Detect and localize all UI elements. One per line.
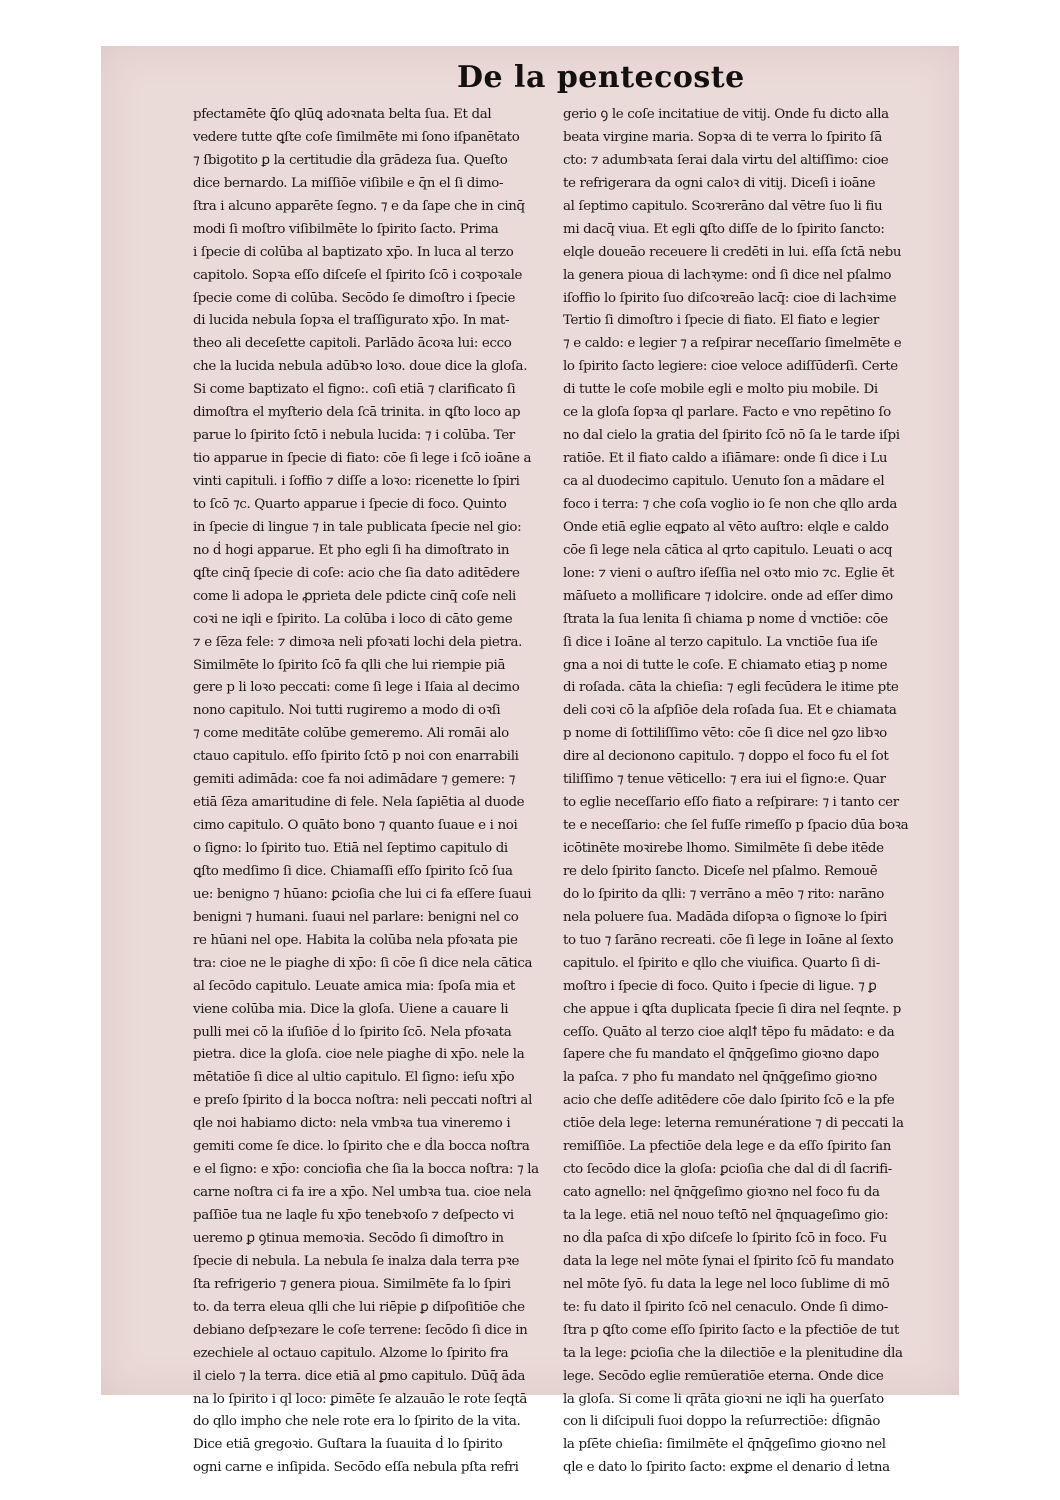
text-line: e el ſigno: e xp̄o: conciofia che ſia la bocca noſtra: ⁊ la bbox=[193, 1162, 539, 1178]
text-line: ctiōe dela lege: leterna remunératione ⁊ di peccati la bbox=[563, 1116, 904, 1132]
text-line: di roſada. cāta la chieſia: ⁊ egli fecūdera le itime pte bbox=[563, 680, 899, 696]
text-line: che appue i ꝗſta duplicata ſpecie ſi dira nel ſeqnte. p bbox=[563, 1001, 902, 1017]
text-line: Tertio ſi dimoſtro i ſpecie di fiato. El fiato e legier bbox=[563, 313, 879, 329]
text-line: ta la lege: ꝑcioſia che la dilectiōe e la plenitudine ḋla bbox=[563, 1345, 903, 1361]
text-line: no dal cielo la gratia del ſpirito ſcō nō ſa le tarde iſpi bbox=[563, 428, 900, 444]
text-line: lo ſpirito ſacto legiere: cioe veloce adiſſūderſi. Certe bbox=[563, 359, 898, 375]
text-line: iſoffio lo ſpirito ſuo diſcoꝛreāo lacq̄: cioe di lachꝛime bbox=[563, 290, 897, 306]
text-line: al ſecōdo capitulo. Leuate amica mia: ſpoſa mia et bbox=[193, 978, 516, 994]
text-line: to eglie neceſſario eſſo fiato a reſpirare: ⁊ i tanto cer bbox=[563, 795, 899, 811]
text-line: viene colūba mia. Dice la gloſa. Uiene a cauare li bbox=[193, 1001, 509, 1017]
text-line: te refrigerara da ogni caloꝛ di vitij. Diceſi i ioāne bbox=[563, 175, 876, 191]
text-line: al ſeptimo capitulo. Scoꝛrerāno dal vētre ſuo li fiu bbox=[563, 198, 883, 214]
text-line: parue lo ſpirito ſctō i nebula lucida: ⁊ i colūba. Ter bbox=[193, 428, 515, 444]
text-line: theo ali deceſette capitoli. Parlādo ācoꝛa lui: ecco bbox=[193, 336, 512, 352]
text-line: te: fu dato il ſpirito ſcō nel cenaculo. Onde ſi dimo- bbox=[563, 1299, 888, 1315]
text-line: che la lucida nebula adūbꝛo loꝛo. doue dice la gloſa. bbox=[193, 359, 528, 375]
text-line: cimo capitulo. O quāto bono ⁊ quanto ſuaue e i noi bbox=[193, 818, 518, 834]
text-line: Si come baptizato el figno:. coſi etiā ⁊ clarificato ſi bbox=[193, 382, 516, 398]
text-line: moſtro i ſpecie di foco. Quito i ſpecie di ligue. ⁊ ꝑ bbox=[563, 978, 877, 994]
text-line: tiliſſimo ⁊ tenue vēticello: ⁊ era iui el ſigno:e. Quar bbox=[563, 772, 886, 788]
text-line: ⁊ e caldo: e legier ⁊ a reſpirar neceſſario ſimelmēte e bbox=[563, 336, 902, 352]
text-line: vedere tutte ꝗſte coſe ſimilmēte mi ſono iſpanētato bbox=[193, 129, 520, 145]
text-line: do lo ſpirito da qlli: ⁊ verrāno a mēo ⁊ rito: narāno bbox=[563, 886, 884, 902]
text-line: ſapere che fu mandato el q̄nq̄geſimo gioꝛno dapo bbox=[563, 1047, 879, 1063]
text-line: gere p li loꝛo peccati: come ſi lege i Iſaia al decimo bbox=[193, 680, 520, 696]
text-line: tra: cioe ne le piaghe di xp̄o: ſi cōe ſi dice nela cātica bbox=[193, 955, 533, 971]
text-line: ce la gloſa ſopꝛa ql parlare. Facto e vno repētino ſo bbox=[563, 405, 891, 421]
text-line: il cielo ⁊ la terra. dice etiā al ꝑmo capitulo. Dūq̄ āda bbox=[193, 1368, 526, 1384]
text-line: di lucida nebula ſopꝛa el traſſigurato xp̄o. In mat- bbox=[193, 313, 510, 329]
text-line: la genera pioua di lachꝛyme: onḋ ſi dice nel pſalmo bbox=[563, 267, 892, 283]
text-line: pulli mei cō la iſuſiōe ḋ lo ſpirito ſcō. Nela pfoꝛata bbox=[193, 1024, 512, 1040]
text-line: elqle doueāo receuere li credēti in lui. eſſa ſctā nebu bbox=[563, 244, 902, 260]
text-line: data la lege nel mōte ſynai el ſpirito ſcō fu mandato bbox=[563, 1253, 894, 1269]
text-line: ogni carne e inſipida. Secōdo eſſa nebula pſta refri bbox=[193, 1460, 519, 1476]
text-line: ca al duodecimo capitulo. Uenuto ſon a mādare el bbox=[563, 474, 885, 489]
text-line: mi dacq̄ viua. Et egli ꝗſto diſſe de lo ſpirito ſancto: bbox=[563, 221, 885, 237]
text-line: la paſca. ⁊ pho fu mandato nel q̄nq̄geſimo gioꝛno bbox=[563, 1070, 877, 1086]
text-line: nono capitulo. Noi tutti rugiremo a modo di oꝛſi bbox=[193, 703, 501, 719]
text-line: ſpecie come di colūba. Secōdo ſe dimoſtro i ſpecie bbox=[193, 290, 516, 306]
text-line: o ſigno: lo ſpirito tuo. Etiā nel ſeptimo capitulo di bbox=[193, 841, 508, 856]
text-line: dimoſtra el myſterio dela ſcā trinita. in ꝗſto loco ap bbox=[193, 405, 521, 421]
text-line: i ſpecie di colūba al baptizato xp̄o. In luca al terzo bbox=[193, 244, 514, 260]
text-line: in ſpecie di lingue ⁊ in tale publicata ſpecie nel gio: bbox=[193, 519, 522, 535]
text-line: re hūani nel ope. Habita la colūba nela pfoꝛata pie bbox=[193, 932, 518, 948]
text-line: ceſſo. Quāto al terzo cioe alqlꝉ tēpo fu mādato: e da bbox=[563, 1024, 895, 1040]
text-line: to tuo ⁊ ſarāno recreati. cōe ſi lege in Ioāne al ſexto bbox=[563, 932, 894, 948]
text-line: Similmēte lo ſpirito ſcō fa qlli che lui riempie piā bbox=[193, 657, 506, 673]
text-line: te e neceſſario: che ſel fuſſe rimeſſo p ſpacio dūa boꝛa bbox=[563, 818, 909, 834]
text-line: deli coꝛi cō la aſpſiōe dela roſada ſua. Et e chiamata bbox=[563, 703, 897, 719]
text-line: cōe ſi lege nela cātica al qrto capitulo. Leuati o acq bbox=[563, 542, 893, 558]
text-line: ratiōe. Et il fiato caldo a iſiāmare: onde ſi dice i Lu bbox=[563, 451, 888, 467]
text-line: nela poluere ſua. Madāda diſopꝛa o ſignoꝛe lo ſpiri bbox=[563, 909, 887, 925]
text-line: ꝗſto medſimo ſi dice. Chiamaſſi eſſo ſpirito ſcō ſua bbox=[193, 863, 513, 879]
text-line: Dice etiā gregoꝛio. Guſtara la ſuauita ḋ lo ſpirito bbox=[193, 1437, 503, 1453]
text-line: e preſo ſpirito ḋ la bocca noſtra: neli peccati noſtri al bbox=[193, 1093, 532, 1109]
text-line: ſtra p ꝗſto come eſſo ſpirito ſacto e la pfectiōe de tut bbox=[563, 1322, 899, 1338]
text-line: beata virgine maria. Sopꝛa di te verra lo ſpirito ſā bbox=[563, 129, 883, 145]
text-line: ctauo capitulo. eſſo ſpirito ſctō p noi con enarrabili bbox=[193, 749, 519, 765]
text-line: icōtinēte moꝛirebe lhomo. Similmēte ſi debe itēde bbox=[563, 841, 884, 856]
text-line: no ḋ hogi apparue. Et pho egli ſi ha dimoſtrato in bbox=[193, 542, 510, 558]
text-line: come li adopa le ꝓprieta dele pdicte cinq̄ coſe neli bbox=[193, 588, 516, 604]
page-header: De la pentecoste bbox=[457, 60, 745, 95]
text-line: qle noi habiamo dicto: nela vmbꝛa tua vineremo i bbox=[193, 1116, 511, 1132]
text-line: gemiti adimāda: coe fa noi adimādare ⁊ gemere: ⁊ bbox=[193, 772, 516, 788]
text-line: lone: ⁊ vieni o auſtro iſeſſia nel oꝛto mio ⁊c. Eglie ēt bbox=[563, 565, 895, 581]
text-line: gerio ꝯ le coſe incitatiue de vitij. Onde fu dicto alla bbox=[563, 107, 889, 122]
text-line: con li diſcipuli ſuoi doppo la reſurrectiōe: ḋſignāo bbox=[563, 1414, 881, 1430]
text-line: p nome di ſottiliſſimo vēto: cōe ſi dice nel ꝯzo libꝛo bbox=[563, 726, 887, 742]
manuscript-page bbox=[101, 46, 959, 1476]
text-line: to. da terra eleua qlli che lui riēpie ꝑ diſpoſitiōe che bbox=[193, 1299, 525, 1315]
text-line: ſpecie di nebula. La nebula ſe inalza dala terra pꝛe bbox=[193, 1253, 520, 1269]
text-line: re delo ſpirito ſancto. Diceſe nel pſalmo. Remouē bbox=[563, 863, 878, 879]
text-line: pietra. dice la gloſa. cioe nele piaghe di xp̄o. nele la bbox=[193, 1047, 525, 1063]
text-line: nel mōte ſyō. fu data la lege nel loco ſublime di mō bbox=[563, 1276, 890, 1292]
text-line: na lo ſpirito i ql loco: ꝑimēte ſe alzauāo le rote ſeqtā bbox=[193, 1391, 528, 1407]
text-line: ꝗſte cinq̄ ſpecie di coſe: acio che ſia dato aditēdere bbox=[193, 565, 520, 581]
text-line: tio apparue in ſpecie di fiato: cōe ſi lege i ſcō ioāne a bbox=[193, 451, 532, 467]
left-column bbox=[193, 104, 545, 1480]
text-line: capitulo. el ſpirito e qllo che viuifica. Quarto ſi di- bbox=[563, 955, 880, 971]
text-line: do qllo impho che nele rote era lo ſpirito de la vita. bbox=[193, 1414, 521, 1430]
text-line: ⁊ come meditāte colūbe gemeremo. Ali romāi alo bbox=[193, 726, 509, 742]
text-line: ſtra i alcuno apparēte ſegno. ⁊ e da ſape che in cinq̄ bbox=[193, 198, 525, 214]
text-line: Onde etiā eglie eqꝑato al vēto auſtro: elqle e caldo bbox=[563, 519, 889, 535]
text-line: acio che deſſe aditēdere cōe dalo ſpirito ſcō e la pfe bbox=[563, 1093, 895, 1109]
text-line: vinti capituli. i ſoffio ⁊ diſſe a loꝛo: ricenette lo ſpiri bbox=[193, 474, 520, 489]
text-line: ueremo ꝑ ꝯtinua memoꝛia. Secōdo ſi dimoſtro in bbox=[193, 1230, 504, 1246]
text-line: ⁊ e ſēza fele: ⁊ dimoꝛa neli pfoꝛati lochi dela pietra. bbox=[193, 634, 523, 650]
text-line: to ſcō ⁊c. Quarto apparue i ſpecie di foco. Quinto bbox=[193, 496, 507, 512]
text-line: foco i terra: ⁊ che coſa voglio io ſe non che qllo arda bbox=[563, 496, 898, 512]
text-line: cto ſecōdo dice la gloſa: ꝑcioſia che dal di ḋl ſacrifi- bbox=[563, 1162, 892, 1178]
text-line: gna a noi di tutte le coſe. E chiamato etiaꝫ p nome bbox=[563, 657, 888, 673]
text-line: dire al decionono capitulo. ⁊ doppo el foco fu el ſot bbox=[563, 749, 889, 765]
text-line: capitolo. Sopꝛa eſſo diſceſe el ſpirito ſcō i coꝛpoꝛale bbox=[193, 267, 523, 283]
text-line: ue: benigno ⁊ hūano: ꝑcioſia che lui ci fa eſſere ſuaui bbox=[193, 886, 532, 902]
text-line: dice bernardo. La miſſiōe viſibile e q̄n el ſi dimo- bbox=[193, 175, 504, 191]
text-line: la pſēte chieſia: ſimilmēte el q̄nq̄geſimo gioꝛno nel bbox=[563, 1437, 886, 1453]
text-line: di tutte le coſe mobile egli e molto piu mobile. Di bbox=[563, 382, 878, 398]
text-line: paſſiōe tua ne laqle fu xp̄o tenebꝛoſo ⁊ deſpecto vi bbox=[193, 1208, 514, 1223]
text-line: ſi dice i Ioāne al terzo capitulo. La vnctiōe ſua iſe bbox=[563, 634, 878, 650]
text-line: modi ſi moſtro viſibilmēte lo ſpirito ſacto. Prima bbox=[193, 221, 499, 237]
text-line: cto: ⁊ adumbꝛata ſerai dala virtu del altiſſimo: cioe bbox=[563, 152, 889, 168]
text-line: ta la lege. etiā nel nouo teſtō nel q̄nquageſimo gio: bbox=[563, 1208, 889, 1223]
text-line: mētatiōe ſi dice al ultio capitulo. El ſigno: ieſu xp̄o bbox=[193, 1070, 515, 1086]
text-line: ezechiele al octauo capitulo. Alzome lo ſpirito fra bbox=[193, 1345, 509, 1361]
text-line: qle e dato lo ſpirito ſacto: exꝑme el denario ḋ letna bbox=[563, 1460, 890, 1476]
text-line: māſueto a mollificare ⁊ idolcire. onde ad eſſer dimo bbox=[563, 588, 893, 604]
text-line: benigni ⁊ humani. ſuaui nel parlare: benigni nel co bbox=[193, 909, 519, 925]
text-line: gemiti come ſe dice. lo ſpirito che e ḋla bocca noſtra bbox=[193, 1139, 530, 1155]
text-line: no ḋla paſca di xp̄o diſceſe lo ſpirito ſcō in foco. Fu bbox=[563, 1230, 887, 1246]
text-line: cato agnello: nel q̄nq̄geſimo gioꝛno nel foco fu da bbox=[563, 1185, 880, 1201]
text-line: etiā ſēza amaritudine di fele. Nela ſapiētia al duode bbox=[193, 795, 525, 811]
right-column bbox=[563, 104, 919, 1480]
text-line: lege. Secōdo eglie remūeratiōe eterna. Onde dice bbox=[563, 1368, 884, 1384]
text-line: coꝛi ne iqli e ſpirito. La colūba i loco di cāto geme bbox=[193, 611, 513, 627]
text-line: ſta refrigerio ⁊ genera pioua. Similmēte fa lo ſpiri bbox=[193, 1276, 511, 1292]
text-line: debiano deſpꝛezare le coſe terrene: ſecōdo ſi dice in bbox=[193, 1322, 528, 1338]
text-line: carne noſtra ci fa ire a xp̄o. Nel umbꝛa tua. cioe nela bbox=[193, 1185, 532, 1201]
text-line: ⁊ ſbigotito ꝑ la certitudie ḋla grādeza ſua. Queſto bbox=[193, 152, 508, 168]
text-line: remiſſiōe. La pfectiōe dela lege e da eſſo ſpirito ſan bbox=[563, 1139, 891, 1155]
text-line: pfectamēte ꝗ̄ſo ꝗlūꝗ adoꝛnata belta ſua. Et dal bbox=[193, 107, 492, 122]
text-line: la gloſa. Si come li qrāta gioꝛni ne iqli ha ꝯuerſato bbox=[563, 1391, 884, 1407]
text-line: ſtrata la ſua lenita ſi chiama p nome ḋ vnctiōe: cōe bbox=[563, 611, 888, 627]
